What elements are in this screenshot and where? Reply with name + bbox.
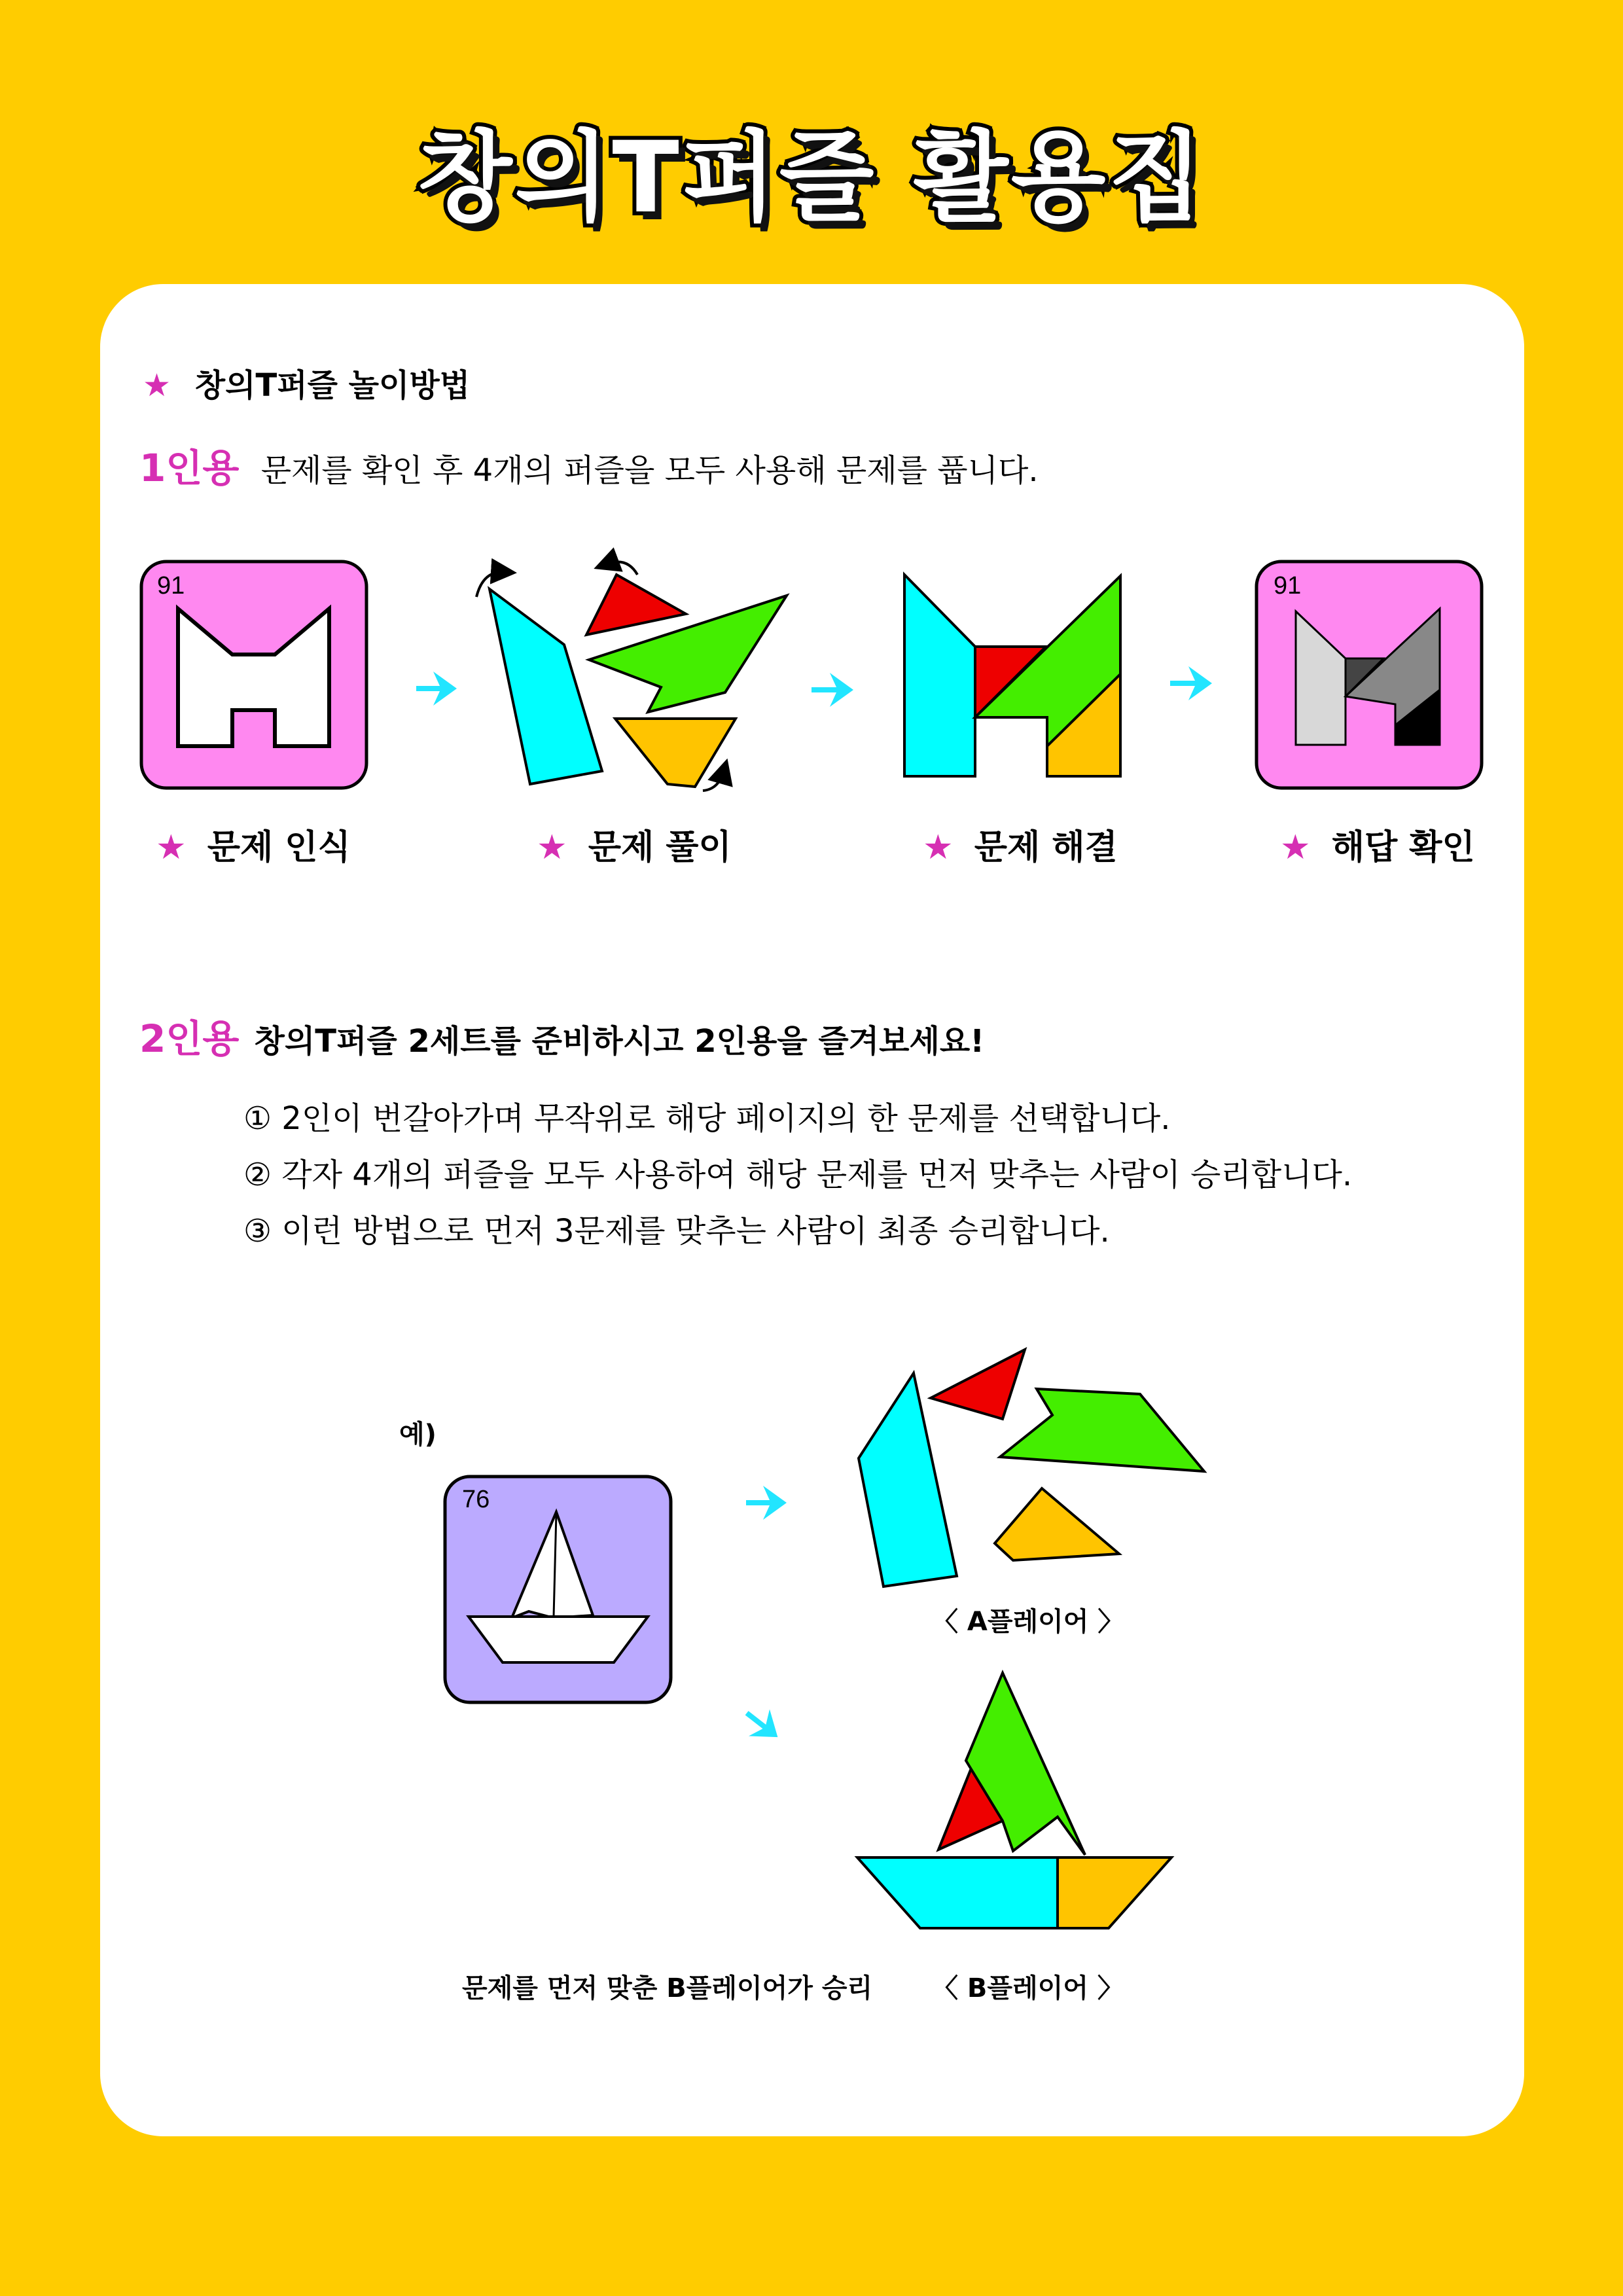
example-label: 예) xyxy=(399,1420,437,1450)
problem-number: 91 xyxy=(157,572,185,600)
page-title: 창의T퍼즐 활용집 xyxy=(417,121,1206,235)
step-caption-3: ★ 문제 해결 xyxy=(923,828,1118,867)
yellow-piece xyxy=(1058,1857,1171,1928)
arrow-right-icon xyxy=(736,1700,788,1751)
arrow-right-icon xyxy=(746,1486,787,1520)
red-piece xyxy=(931,1350,1025,1419)
rule-1: ① 2인이 번갈아가며 무작위로 해당 페이지의 한 문제를 선택합니다. xyxy=(243,1100,1171,1137)
player-a-pieces xyxy=(859,1350,1204,1587)
winner-text: 문제를 먼저 맞춘 B플레이어가 승리 xyxy=(462,1973,873,2003)
player-b-caption: 〈 B플레이어 〉 xyxy=(932,1973,1124,2003)
rule-2: ② 각자 4개의 퍼즐을 모두 사용하여 해당 문제를 먼저 맞추는 사람이 승리합니다. xyxy=(243,1157,1353,1193)
cyan-piece xyxy=(857,1857,1058,1928)
two-player-label: 2인용 xyxy=(139,1016,240,1061)
two-player-text: 창의T퍼즐 2세트를 준비하시고 2인용을 즐겨보세요! xyxy=(254,1023,985,1060)
player-b-boat xyxy=(857,1673,1171,1928)
answer-number: 91 xyxy=(1274,572,1302,600)
single-player-label: 1인용 xyxy=(139,446,240,490)
cyan-piece xyxy=(859,1373,957,1587)
star-icon: ★ xyxy=(1280,828,1311,867)
step-caption-2: ★ 문제 풀이 xyxy=(537,828,732,867)
star-icon: ★ xyxy=(143,367,171,404)
star-icon: ★ xyxy=(156,828,187,867)
howto-title: 창의T퍼즐 놀이방법 xyxy=(194,367,471,404)
rule-3: ③ 이런 방법으로 먼저 3문제를 맞추는 사람이 최종 승리합니다. xyxy=(243,1213,1110,1249)
player-a-caption: 〈 A플레이어 〉 xyxy=(932,1607,1124,1637)
example-problem-number: 76 xyxy=(462,1486,490,1513)
step-caption-1: ★ 문제 인식 xyxy=(156,828,351,867)
star-icon: ★ xyxy=(537,828,567,867)
yellow-piece xyxy=(995,1488,1119,1560)
step-caption-4: ★ 해답 확인 xyxy=(1280,828,1475,867)
star-icon: ★ xyxy=(923,828,954,867)
green-piece xyxy=(1000,1389,1204,1471)
single-player-text: 문제를 확인 후 4개의 퍼즐을 모두 사용해 문제를 풉니다. xyxy=(260,452,1039,489)
